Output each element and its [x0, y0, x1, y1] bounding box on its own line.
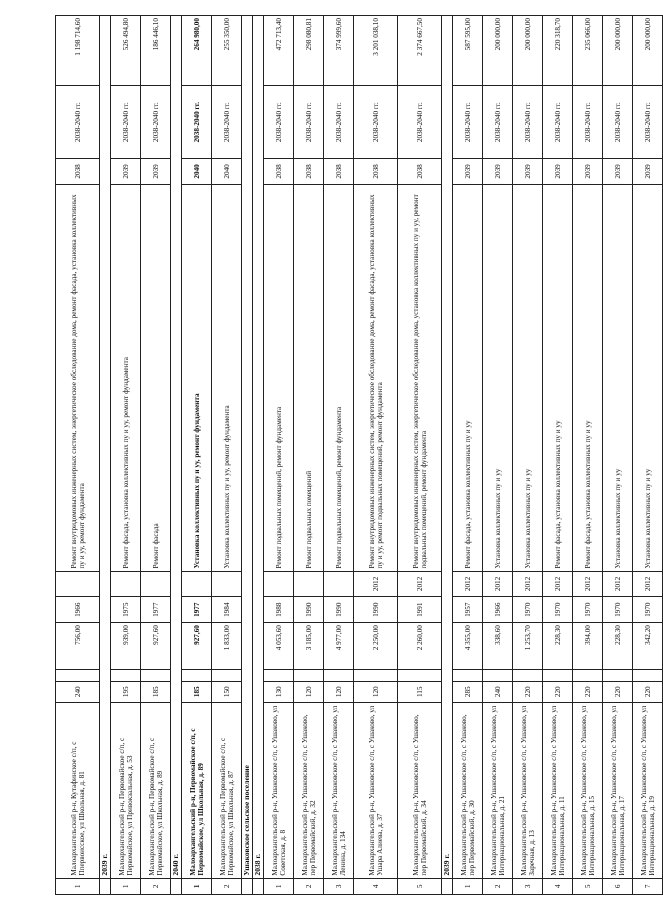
build-year-cell: 1966 — [483, 597, 513, 623]
build-year-cell: 1984 — [212, 597, 242, 623]
plan-year-cell: 2038 — [354, 159, 398, 185]
table-row — [324, 16, 354, 895]
table-row — [398, 16, 442, 895]
section-header-row — [171, 16, 182, 895]
works-cell: Установка коллективных пу и уу — [633, 184, 663, 571]
cost-cell: 526 494,80 — [111, 16, 141, 86]
period-cell: 2038-2040 гг. — [264, 86, 294, 159]
period-cell: 2038-2040 гг. — [354, 86, 398, 159]
area-cell: 338,60 — [483, 623, 513, 670]
address-cell: Малоархангельский р-н, Первомайское с/п, с Первомайское, ул Школьная, д. 87 — [212, 702, 242, 878]
build-year-cell: 1977 — [141, 597, 171, 623]
row-number: 5 — [398, 878, 442, 894]
area-cell: 1 253,70 — [513, 623, 543, 670]
table-row — [212, 16, 242, 895]
works-cell: Установка коллективных пу и уу — [513, 184, 543, 571]
plan-year-cell: 2039 — [513, 159, 543, 185]
col-c-cell — [212, 669, 242, 681]
table-row — [543, 16, 573, 895]
works-cell: Ремонт фасада, установка коллективных пу и уу — [453, 184, 483, 571]
plan-year-cell: 2038 — [324, 159, 354, 185]
col-b-cell: 185 — [141, 681, 171, 702]
capital-repair-table — [55, 15, 663, 895]
period-cell: 2038-2040 гг. — [513, 86, 543, 159]
row-number: 4 — [354, 878, 398, 894]
section-num-cell — [171, 878, 182, 894]
area-cell: 927,60 — [141, 623, 171, 670]
works-cell: Установка коллективных пу и уу, ремонт фундамента — [212, 184, 242, 571]
col-b-cell: 220 — [573, 681, 603, 702]
repair-year-cell: 2012 — [483, 571, 513, 597]
plan-year-cell: 2039 — [483, 159, 513, 185]
build-year-cell: 1970 — [573, 597, 603, 623]
build-year-cell: 1970 — [603, 597, 633, 623]
table-row — [513, 16, 543, 895]
plan-year-cell: 2039 — [111, 159, 141, 185]
period-cell: 2038-2040 гг. — [56, 86, 100, 159]
works-cell: Ремонт внутридомовых инженерных систем, энергетическое обследование дома, ремонт фасада, установка коллективных пу и уу, ремонт подвальных помещений, ремонт фундамента — [354, 184, 398, 571]
col-b-cell: 240 — [483, 681, 513, 702]
period-cell: 2038-2040 гг. — [111, 86, 141, 159]
plan-year-cell: 2039 — [573, 159, 603, 185]
period-cell: 2038-2040 гг. — [633, 86, 663, 159]
plan-year-cell: 2038 — [264, 159, 294, 185]
build-year-cell: 1990 — [324, 597, 354, 623]
col-c-cell — [633, 669, 663, 681]
section-label: 2039 г. — [442, 16, 453, 879]
area-cell: 4 355,00 — [453, 623, 483, 670]
col-c-cell — [513, 669, 543, 681]
plan-year-cell: 2039 — [603, 159, 633, 185]
table-row — [483, 16, 513, 895]
repair-year-cell: 2012 — [453, 571, 483, 597]
period-cell: 2038-2040 гг. — [603, 86, 633, 159]
period-cell: 2038-2040 гг. — [573, 86, 603, 159]
address-cell: Малоархангельский р-н, Кутафинское с/п, с Ппервоисское, ул Школьная, д. 81 — [56, 702, 100, 878]
cost-cell: 298 080,81 — [294, 16, 324, 86]
area-cell: 756,00 — [56, 623, 100, 670]
repair-year-cell — [324, 571, 354, 597]
plan-year-cell: 2038 — [294, 159, 324, 185]
row-number: 4 — [543, 878, 573, 894]
period-cell: 2038-2040 гг. — [212, 86, 242, 159]
repair-year-cell — [182, 571, 212, 597]
table-body — [56, 16, 663, 895]
cost-cell: 472 713,40 — [264, 16, 294, 86]
col-b-cell: 120 — [354, 681, 398, 702]
repair-year-cell: 2012 — [354, 571, 398, 597]
works-cell: Ремонт внутридомовых инженерных систем, энергетическое обследование дома, установка коллективных пу и уу, ремонт подвальных помещений, ремонт фундамента — [398, 184, 442, 571]
row-number: 3 — [324, 878, 354, 894]
build-year-cell: 1977 — [182, 597, 212, 623]
table-row — [182, 16, 212, 895]
cost-cell: 264 980,00 — [182, 16, 212, 86]
repair-year-cell — [212, 571, 242, 597]
table-row — [56, 16, 100, 895]
repair-year-cell: 2012 — [603, 571, 633, 597]
row-number: 2 — [294, 878, 324, 894]
works-cell: Ремонт фасада, установка коллективных пу и уу — [543, 184, 573, 571]
col-c-cell — [324, 669, 354, 681]
period-cell: 2038-2040 гг. — [294, 86, 324, 159]
cost-cell: 200 000,00 — [633, 16, 663, 86]
row-number: 6 — [603, 878, 633, 894]
row-number: 2 — [483, 878, 513, 894]
cost-cell: 3 201 038,10 — [354, 16, 398, 86]
repair-year-cell: 2012 — [573, 571, 603, 597]
build-year-cell: 1991 — [398, 597, 442, 623]
build-year-cell: 1975 — [111, 597, 141, 623]
row-number: 3 — [513, 878, 543, 894]
section-header-row — [100, 16, 111, 895]
build-year-cell: 1990 — [294, 597, 324, 623]
col-c-cell — [182, 669, 212, 681]
period-cell: 2038-2040 гг. — [182, 86, 212, 159]
repair-year-cell — [294, 571, 324, 597]
cost-cell: 186 446,10 — [141, 16, 171, 86]
repair-year-cell: 2012 — [513, 571, 543, 597]
address-cell: Малоархангельский р-н, Ушаковское с/п, с Ушаково, ул Заречная, д. 13 — [513, 702, 543, 878]
repair-year-cell — [111, 571, 141, 597]
row-number: 2 — [212, 878, 242, 894]
col-c-cell — [56, 669, 100, 681]
col-b-cell: 220 — [633, 681, 663, 702]
row-number: 5 — [573, 878, 603, 894]
col-c-cell — [141, 669, 171, 681]
section-header-row — [253, 16, 264, 895]
works-cell: Установка коллективных пу и уу — [483, 184, 513, 571]
row-number: 7 — [633, 878, 663, 894]
repair-year-cell: 2012 — [543, 571, 573, 597]
area-cell: 2 250,00 — [354, 623, 398, 670]
works-cell: Ремонт фасада, установка коллективных пу и уу, ремонт фундамента — [111, 184, 141, 571]
repair-year-cell — [264, 571, 294, 597]
row-number: 2 — [141, 878, 171, 894]
col-c-cell — [453, 669, 483, 681]
area-cell: 342,20 — [633, 623, 663, 670]
col-c-cell — [543, 669, 573, 681]
repair-year-cell — [141, 571, 171, 597]
period-cell: 2038-2040 гг. — [141, 86, 171, 159]
section-num-cell — [100, 878, 111, 894]
col-c-cell — [294, 669, 324, 681]
address-cell: Малоархангельский р-н, Ушаковское с/п, с Ушаково, ул Интернациональная, д. 11 — [543, 702, 573, 878]
address-cell: Малоархангельский р-н, Ушаковское с/п, с Ушаково, пер Первомайский, д. 32 — [294, 702, 324, 878]
repair-year-cell: 2012 — [633, 571, 663, 597]
build-year-cell: 1970 — [543, 597, 573, 623]
table-row — [633, 16, 663, 895]
col-c-cell — [573, 669, 603, 681]
col-b-cell: 220 — [513, 681, 543, 702]
row-number: 1 — [264, 878, 294, 894]
address-cell: Малоархангельский р-н, Ушаковское с/п, с Ушаково, ул Интернациональная, д. 15 — [573, 702, 603, 878]
cost-cell: 200 000,00 — [483, 16, 513, 86]
col-c-cell — [483, 669, 513, 681]
period-cell: 2038-2040 гг. — [453, 86, 483, 159]
table-row — [111, 16, 141, 895]
section-label: Ушаковское сельское поселение — [242, 16, 253, 879]
row-number: 1 — [56, 878, 100, 894]
col-b-cell: 195 — [111, 681, 141, 702]
section-num-cell — [253, 878, 264, 894]
section-header-row — [442, 16, 453, 895]
period-cell: 2038-2040 гг. — [483, 86, 513, 159]
plan-year-cell: 2038 — [398, 159, 442, 185]
period-cell: 2038-2040 гг. — [543, 86, 573, 159]
works-cell: Установка коллективных пу и уу — [603, 184, 633, 571]
plan-year-cell: 2039 — [543, 159, 573, 185]
col-b-cell: 240 — [56, 681, 100, 702]
build-year-cell: 1990 — [354, 597, 398, 623]
build-year-cell: 1966 — [56, 597, 100, 623]
section-header-row — [242, 16, 253, 895]
col-b-cell: 285 — [453, 681, 483, 702]
col-b-cell: 120 — [324, 681, 354, 702]
works-cell: Ремонт подвальных помещений, ремонт фундамента — [324, 184, 354, 571]
area-cell: 927,60 — [182, 623, 212, 670]
works-cell: Ремонт подвальных помещений — [294, 184, 324, 571]
works-cell: Ремонт фасада, установка коллективных пу и уу — [573, 184, 603, 571]
row-number: 1 — [182, 878, 212, 894]
area-cell: 228,30 — [543, 623, 573, 670]
col-b-cell: 120 — [294, 681, 324, 702]
cost-cell: 374 999,60 — [324, 16, 354, 86]
col-b-cell: 220 — [543, 681, 573, 702]
col-b-cell: 220 — [603, 681, 633, 702]
period-cell: 2038-2040 гг. — [324, 86, 354, 159]
row-number: 1 — [453, 878, 483, 894]
row-number: 1 — [111, 878, 141, 894]
period-cell: 2038-2040 гг. — [398, 86, 442, 159]
area-cell: 228,30 — [603, 623, 633, 670]
build-year-cell: 1970 — [513, 597, 543, 623]
section-label: 2040 г. — [171, 16, 182, 879]
plan-year-cell: 2039 — [633, 159, 663, 185]
area-cell: 1 833,00 — [212, 623, 242, 670]
address-cell: Малоархангельский р-н, Ушаковское с/п, с Ушаково, ул Ушара Алиева, д. 37 — [354, 702, 398, 878]
section-num-cell — [242, 878, 253, 894]
col-b-cell: 130 — [264, 681, 294, 702]
repair-year-cell: 2012 — [398, 571, 442, 597]
area-cell: 4 053,60 — [264, 623, 294, 670]
section-label: 2038 г. — [253, 16, 264, 879]
address-cell: Малоархангельский р-н, Ушаковское с/п, с Ушаково, пер Первомайский, д. 30 — [453, 702, 483, 878]
works-cell: Ремонт внутридомовых инженерных систем, энергетическое обследование дома, ремонт фасада, установка коллективных пу и уу, ремонт фундамента — [56, 184, 100, 571]
table-row — [141, 16, 171, 895]
address-cell: Малоархангельский р-н, Первомайское с/п, с Первомайское, ул Привокзальная, д. 53 — [111, 702, 141, 878]
col-c-cell — [354, 669, 398, 681]
table-row — [264, 16, 294, 895]
address-cell: Малоархангельский р-н, Ушаковское с/п, с Ушаково, ул Интернациональная, д. 17 — [603, 702, 633, 878]
address-cell: Малоархангельский р-н, Первомайское с/п, с Первомайское, ул Школьная, д. 89 — [182, 702, 212, 878]
address-cell: Малоархангельский р-н, Ушаковское с/п, с Ушаково, ул Интернациональная, д. 19 — [633, 702, 663, 878]
plan-year-cell: 2040 — [212, 159, 242, 185]
address-cell: Малоархангельский р-н, Ушаковское с/п, с Ушаково, пер Первомайский, д. 34 — [398, 702, 442, 878]
repair-year-cell — [56, 571, 100, 597]
col-c-cell — [264, 669, 294, 681]
plan-year-cell: 2038 — [56, 159, 100, 185]
table-row — [294, 16, 324, 895]
build-year-cell: 1957 — [453, 597, 483, 623]
plan-year-cell: 2040 — [182, 159, 212, 185]
cost-cell: 235 066,00 — [573, 16, 603, 86]
col-c-cell — [603, 669, 633, 681]
cost-cell: 587 595,00 — [453, 16, 483, 86]
section-num-cell — [442, 878, 453, 894]
area-cell: 394,00 — [573, 623, 603, 670]
address-cell: Малоархангельский р-н, Ушаковское с/п, с Ушаково, ул Интернациональная, д. 21 — [483, 702, 513, 878]
works-cell: Ремонт фасада — [141, 184, 171, 571]
cost-cell: 2 374 667,50 — [398, 16, 442, 86]
cost-cell: 200 000,00 — [513, 16, 543, 86]
table-row — [453, 16, 483, 895]
col-c-cell — [398, 669, 442, 681]
build-year-cell: 1988 — [264, 597, 294, 623]
table-row — [354, 16, 398, 895]
address-cell: Малоархангельский р-н, Первомайское с/п, с Первомайское, ул Школьная, д. 89 — [141, 702, 171, 878]
col-b-cell: 115 — [398, 681, 442, 702]
cost-cell: 255 350,00 — [212, 16, 242, 86]
works-cell: Ремонт подвальных помещений, ремонт фундамента — [264, 184, 294, 571]
area-cell: 2 260,00 — [398, 623, 442, 670]
area-cell: 3 185,00 — [294, 623, 324, 670]
col-c-cell — [111, 669, 141, 681]
cost-cell: 220 318,70 — [543, 16, 573, 86]
plan-year-cell: 2039 — [141, 159, 171, 185]
address-cell: Малоархангельский р-н, Ушаковское с/п, с Ушаково, ул Ленина, д. 134 — [324, 702, 354, 878]
build-year-cell: 1970 — [633, 597, 663, 623]
works-cell: Установка коллективных пу и уу, ремонт фундамента — [182, 184, 212, 571]
address-cell: Малоархангельский р-н, Ушаковское с/п, с Ушаково, ул Советская, д. 8 — [264, 702, 294, 878]
table-row — [603, 16, 633, 895]
cost-cell: 200 000,00 — [603, 16, 633, 86]
table-row — [573, 16, 603, 895]
section-label: 2039 г. — [100, 16, 111, 879]
area-cell: 939,00 — [111, 623, 141, 670]
plan-year-cell: 2039 — [453, 159, 483, 185]
cost-cell: 1 198 714,60 — [56, 16, 100, 86]
area-cell: 4 977,00 — [324, 623, 354, 670]
col-b-cell: 150 — [212, 681, 242, 702]
col-b-cell: 185 — [182, 681, 212, 702]
